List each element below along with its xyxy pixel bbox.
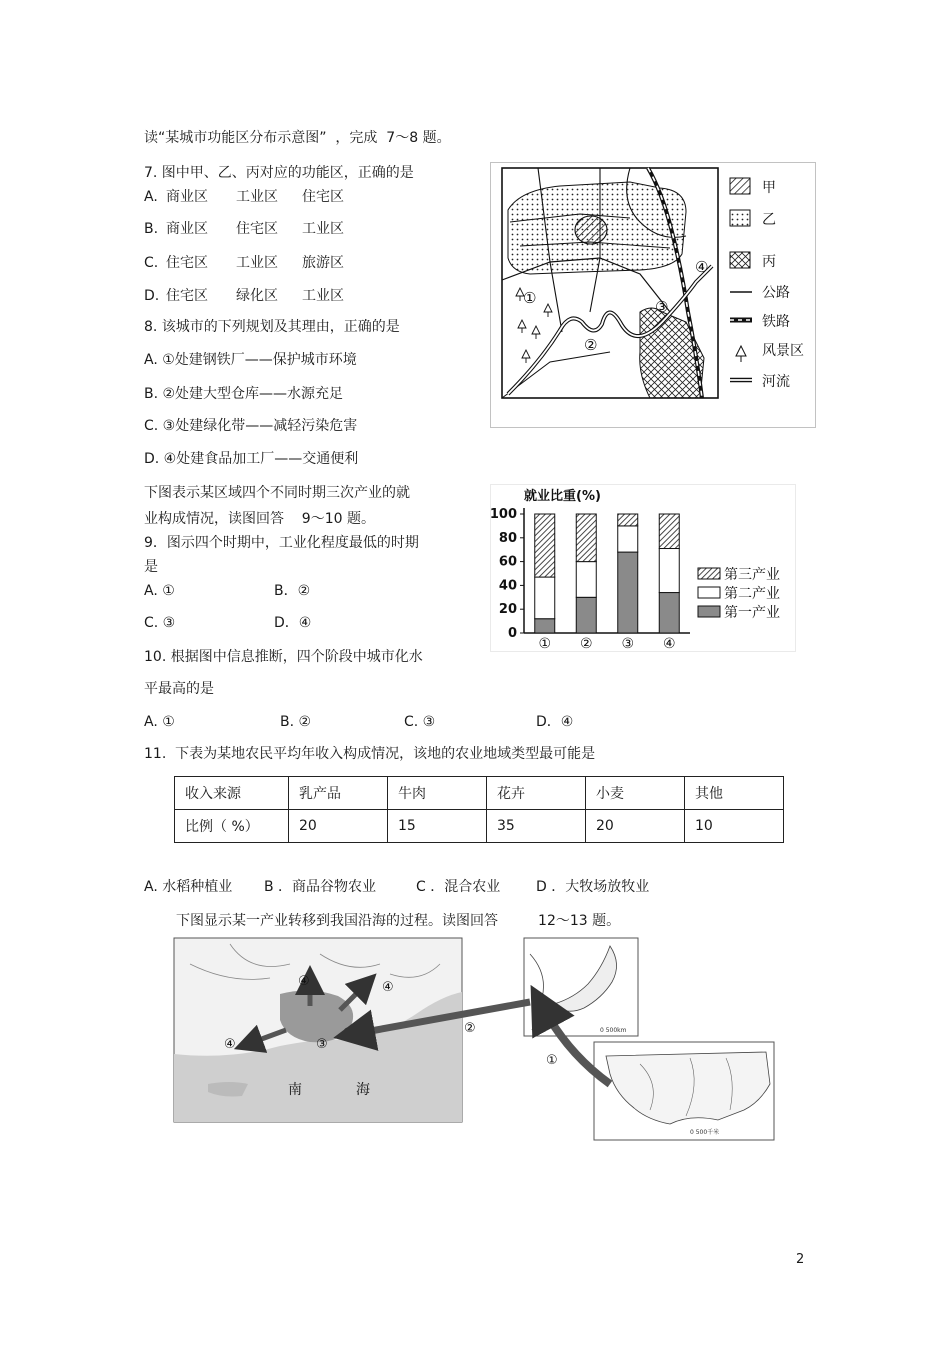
q10-stem-line2: 平最高的是 [144,681,214,697]
table-header-cell: 花卉 [487,777,586,810]
japan-panel [524,938,638,1036]
usa-panel [594,1042,774,1140]
q11-option-c[interactable]: C ．混合农业 [416,879,501,895]
table-cell: 35 [487,810,586,843]
usa-scale: 0 500千米 [690,1129,720,1136]
bar-第二产业 [659,549,679,593]
q9-option-a[interactable]: A. ① [144,583,175,599]
legend-swatch [698,568,720,579]
marker-1: ① [546,1053,558,1068]
marker-3: ③ [655,298,669,316]
y-tick-label: 20 [498,602,517,618]
table-cell: 比例（ %） [175,810,289,843]
x-tick-label: ③ [621,636,635,652]
q10-option-b[interactable]: B. ② [280,714,312,730]
table-cell: 20 [289,810,388,843]
table-row [175,810,784,843]
bar-第二产业 [618,526,638,552]
table-header-row [175,777,784,810]
q8-option-a[interactable]: A. ①处建钢铁厂——保护城市环境 [144,352,357,368]
svg-text:铁路: 铁路 [762,314,790,330]
bar-第一产业 [535,619,555,633]
sea-label-1: 南 [288,1082,302,1098]
svg-text:风景区: 风景区 [762,343,804,359]
x-tick-label: ② [579,636,593,652]
city-function-map [490,162,816,428]
page-number: 2 [796,1252,805,1267]
table-header-cell: 牛肉 [388,777,487,810]
marker-4-east: ④ [382,980,394,995]
q8-option-d[interactable]: D. ④处建食品加工厂——交通便利 [144,451,359,467]
table-header-cell: 其他 [685,777,784,810]
employment-chart [490,484,796,652]
q9-option-d[interactable]: D．④ [274,615,312,631]
intro-12-13: 下图显示某一产业转移到我国沿海的过程。读图回答 12～13 题。 [176,913,621,929]
q9-option-c[interactable]: C. ③ [144,615,176,631]
q10-option-c[interactable]: C. ③ [404,714,436,730]
bar-第三产业 [659,514,679,549]
y-tick-label: 40 [498,578,517,594]
q10-stem-line1: 10. 根据图中信息推断，四个阶段中城市化水 [144,649,423,665]
japan-scale: 0 500km [600,1027,627,1034]
q11-stem: 11. 下表为某地农民平均年收入构成情况，该地的农业地域类型最可能是 [144,746,596,762]
intro-9-10-line2: 业构成情况，读图回答 9～10 题。 [144,511,375,527]
legend-label: 第一产业 [724,605,780,621]
bar-第二产业 [576,562,596,598]
bar-第三产业 [535,514,555,577]
income-table [174,776,784,843]
intro-9-10-line1: 下图表示某区域四个不同时期三次产业的就 [144,485,410,501]
q9-option-b[interactable]: B．② [274,583,311,599]
marker-2: ② [584,336,598,354]
bar-第一产业 [659,593,679,633]
marker-4-north: ④ [298,974,310,989]
legend-swatch [698,587,720,598]
q10-option-d[interactable]: D．④ [536,714,574,730]
intro-7-8: 读“某城市功能区分布示意图” ，完成 7～8 题。 [144,130,451,146]
marker-1: ① [523,289,537,307]
q9-stem-line1: 9．图示四个时期中，工业化程度最低的时期 [144,535,419,551]
q11-option-d[interactable]: D ．大牧场放牧业 [536,879,650,895]
table-header-cell: 乳产品 [289,777,388,810]
q7-stem: 7. 图中甲、乙、丙对应的功能区，正确的是 [144,165,414,181]
marker-3: ③ [316,1037,328,1052]
svg-text:丙: 丙 [762,254,776,270]
x-tick-label: ④ [662,636,676,652]
industry-transfer-map [170,934,778,1144]
y-tick-label: 80 [498,530,517,546]
table-cell: 20 [586,810,685,843]
table-header-cell: 小麦 [586,777,685,810]
marker-4-west: ④ [224,1037,236,1052]
legend-label: 第二产业 [724,586,780,602]
legend-swatch [698,606,720,617]
y-tick-label: 100 [490,507,517,522]
table-header-cell: 收入来源 [175,777,289,810]
svg-text:乙: 乙 [762,212,776,228]
q8-option-c[interactable]: C. ③处建绿化带——减轻污染危害 [144,418,358,434]
q9-stem-line2: 是 [144,559,158,575]
q10-option-a[interactable]: A. ① [144,714,175,730]
bar-第二产业 [535,577,555,619]
marker-2: ② [464,1021,476,1036]
china-panel [174,938,462,1122]
svg-text:甲: 甲 [762,180,776,196]
svg-text:公路: 公路 [762,285,790,301]
bar-第一产业 [576,597,596,633]
sea-label-2: 海 [356,1082,370,1098]
bar-第三产业 [576,514,596,562]
legend-label: 第三产业 [724,567,780,583]
y-tick-label: 0 [507,626,517,641]
q11-option-a[interactable]: A. 水稻种植业 [144,879,233,895]
q11-option-b[interactable]: B ．商品谷物农业 [264,879,377,895]
bar-第三产业 [618,514,638,526]
x-tick-label: ① [538,636,552,652]
svg-text:河流: 河流 [762,374,790,390]
chart-title: 就业比重(%) [524,489,601,504]
table-cell: 10 [685,810,784,843]
q8-option-b[interactable]: B. ②处建大型仓库——水源充足 [144,386,344,402]
table-cell: 15 [388,810,487,843]
q8-stem: 8. 该城市的下列规划及其理由，正确的是 [144,319,400,335]
marker-4: ④ [695,258,709,276]
y-tick-label: 60 [498,554,517,570]
bar-第一产业 [618,552,638,633]
